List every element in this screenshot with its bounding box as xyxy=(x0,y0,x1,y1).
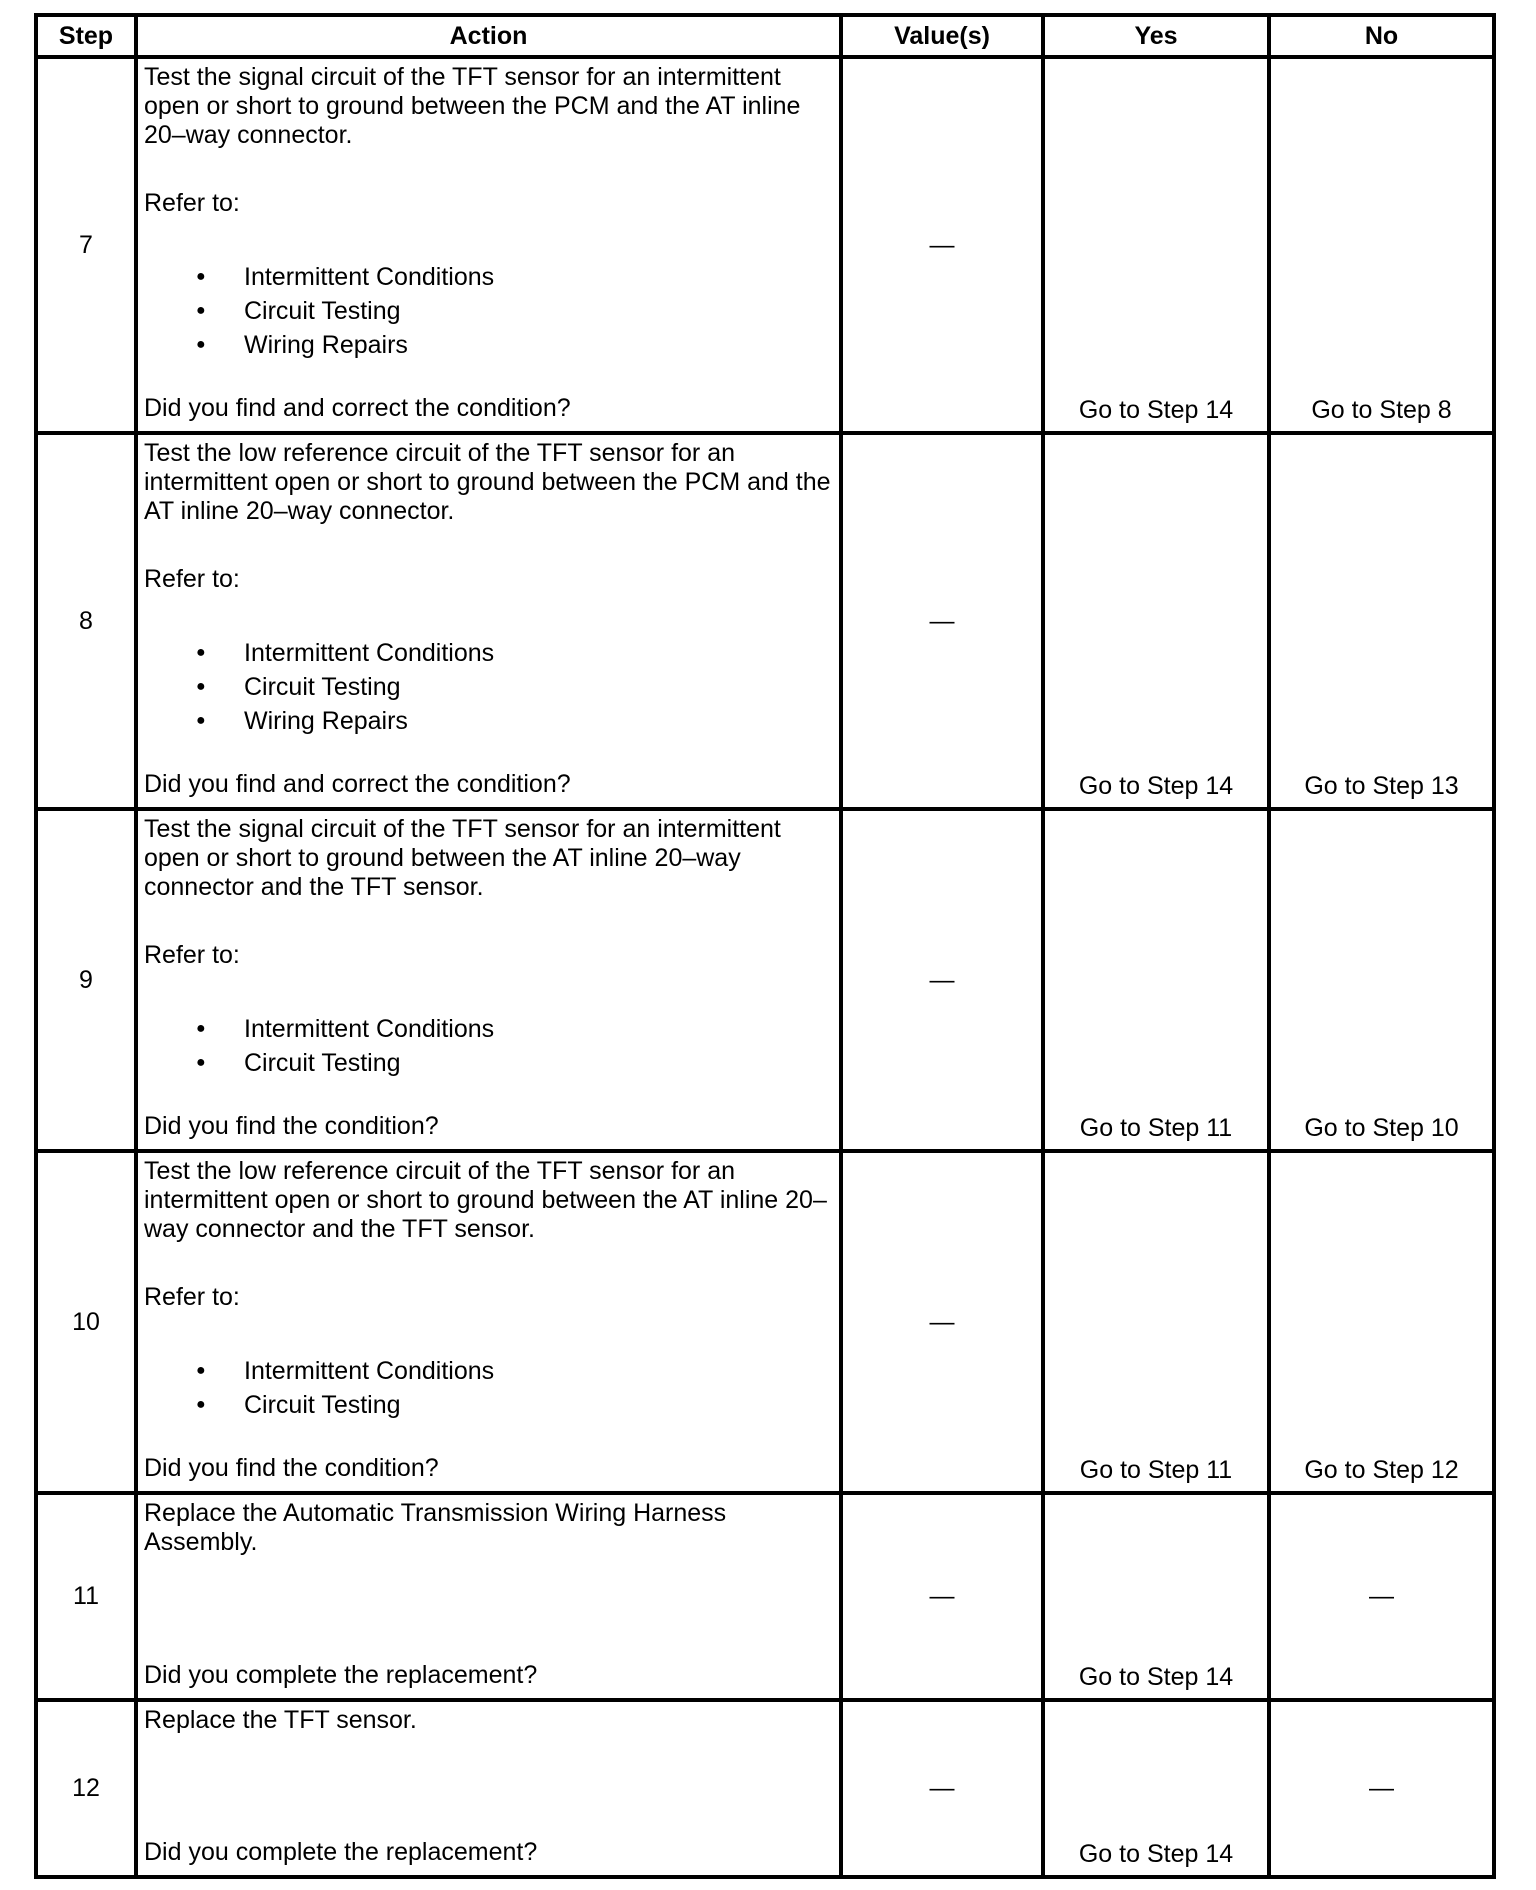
reference-list xyxy=(144,1354,835,1422)
refer-label: Refer to: xyxy=(144,941,240,969)
header-yes: Yes xyxy=(1043,15,1269,57)
no-value: — xyxy=(1269,1700,1494,1877)
reference-link[interactable]: ● Circuit Testing xyxy=(144,294,835,328)
refer-label: Refer to: xyxy=(144,565,240,593)
yes-link[interactable]: Go to Step 14 xyxy=(1043,433,1269,809)
no-link[interactable]: Go to Step 10 xyxy=(1269,809,1494,1151)
no-link[interactable]: Go to Step 12 xyxy=(1269,1151,1494,1493)
action-cell xyxy=(136,433,841,809)
value-cell: — xyxy=(841,809,1043,1151)
action-cell xyxy=(136,809,841,1151)
header-row xyxy=(36,15,1494,57)
reference-link[interactable]: ● Wiring Repairs xyxy=(144,704,835,738)
step-number: 7 xyxy=(36,57,136,433)
reference-link[interactable]: ● Circuit Testing xyxy=(144,670,835,704)
header-step: Step xyxy=(36,15,136,57)
action-intro: Replace the Automatic Transmission Wiring Harness Assembly. xyxy=(144,1499,727,1556)
reference-link[interactable]: ● Intermittent Conditions xyxy=(144,1354,835,1388)
value-cell: — xyxy=(841,1700,1043,1877)
table-row xyxy=(36,433,1494,809)
table-row xyxy=(36,1700,1494,1877)
header-value: Value(s) xyxy=(841,15,1043,57)
action-intro: Test the signal circuit of the TFT sensor for an intermittent open or short to ground between the AT inline 20–way connector and the TFT sensor. xyxy=(144,815,781,901)
action-question: Did you find the condition? xyxy=(144,1454,439,1482)
action-question: Did you find and correct the condition? xyxy=(144,394,571,422)
yes-link[interactable]: Go to Step 14 xyxy=(1043,1493,1269,1700)
action-question: Did you find and correct the condition? xyxy=(144,770,571,798)
yes-link[interactable]: Go to Step 11 xyxy=(1043,1151,1269,1493)
reference-list xyxy=(144,636,835,738)
yes-link[interactable]: Go to Step 14 xyxy=(1043,57,1269,433)
action-cell xyxy=(136,1493,841,1700)
reference-link[interactable]: ● Circuit Testing xyxy=(144,1046,835,1080)
step-number: 8 xyxy=(36,433,136,809)
action-cell xyxy=(136,1700,841,1877)
value-cell: — xyxy=(841,1151,1043,1493)
action-cell xyxy=(136,57,841,433)
action-question: Did you complete the replacement? xyxy=(144,1661,538,1689)
table-row xyxy=(36,1493,1494,1700)
reference-list xyxy=(144,260,835,362)
action-intro: Replace the TFT sensor. xyxy=(144,1706,417,1734)
yes-link[interactable]: Go to Step 14 xyxy=(1043,1700,1269,1877)
value-cell: — xyxy=(841,57,1043,433)
reference-link[interactable]: ● Circuit Testing xyxy=(144,1388,835,1422)
diagnostic-table xyxy=(34,13,1496,1879)
header-action: Action xyxy=(136,15,841,57)
refer-label: Refer to: xyxy=(144,189,240,217)
step-number: 10 xyxy=(36,1151,136,1493)
value-cell: — xyxy=(841,433,1043,809)
no-value: — xyxy=(1269,1493,1494,1700)
reference-link[interactable]: ● Intermittent Conditions xyxy=(144,260,835,294)
step-number: 12 xyxy=(36,1700,136,1877)
step-number: 9 xyxy=(36,809,136,1151)
no-link[interactable]: Go to Step 13 xyxy=(1269,433,1494,809)
action-cell xyxy=(136,1151,841,1493)
table-row xyxy=(36,1151,1494,1493)
no-link[interactable]: Go to Step 8 xyxy=(1269,57,1494,433)
value-cell: — xyxy=(841,1493,1043,1700)
action-intro: Test the low reference circuit of the TFT sensor for an intermittent open or short to ground between the AT inline 20–way connector and the TFT sensor. xyxy=(144,1157,827,1243)
reference-link[interactable]: ● Intermittent Conditions xyxy=(144,1012,835,1046)
refer-label: Refer to: xyxy=(144,1283,240,1311)
yes-link[interactable]: Go to Step 11 xyxy=(1043,809,1269,1151)
header-no: No xyxy=(1269,15,1494,57)
action-question: Did you find the condition? xyxy=(144,1112,439,1140)
reference-list xyxy=(144,1012,835,1080)
step-number: 11 xyxy=(36,1493,136,1700)
action-intro: Test the signal circuit of the TFT sensor for an intermittent open or short to ground between the PCM and the AT inline 20–way connector. xyxy=(144,63,801,149)
action-intro: Test the low reference circuit of the TFT sensor for an intermittent open or short to ground between the PCM and the AT inline 20–way connector. xyxy=(144,439,831,525)
table-row xyxy=(36,57,1494,433)
table-row xyxy=(36,809,1494,1151)
action-question: Did you complete the replacement? xyxy=(144,1838,538,1866)
reference-link[interactable]: ● Intermittent Conditions xyxy=(144,636,835,670)
reference-link[interactable]: ● Wiring Repairs xyxy=(144,328,835,362)
